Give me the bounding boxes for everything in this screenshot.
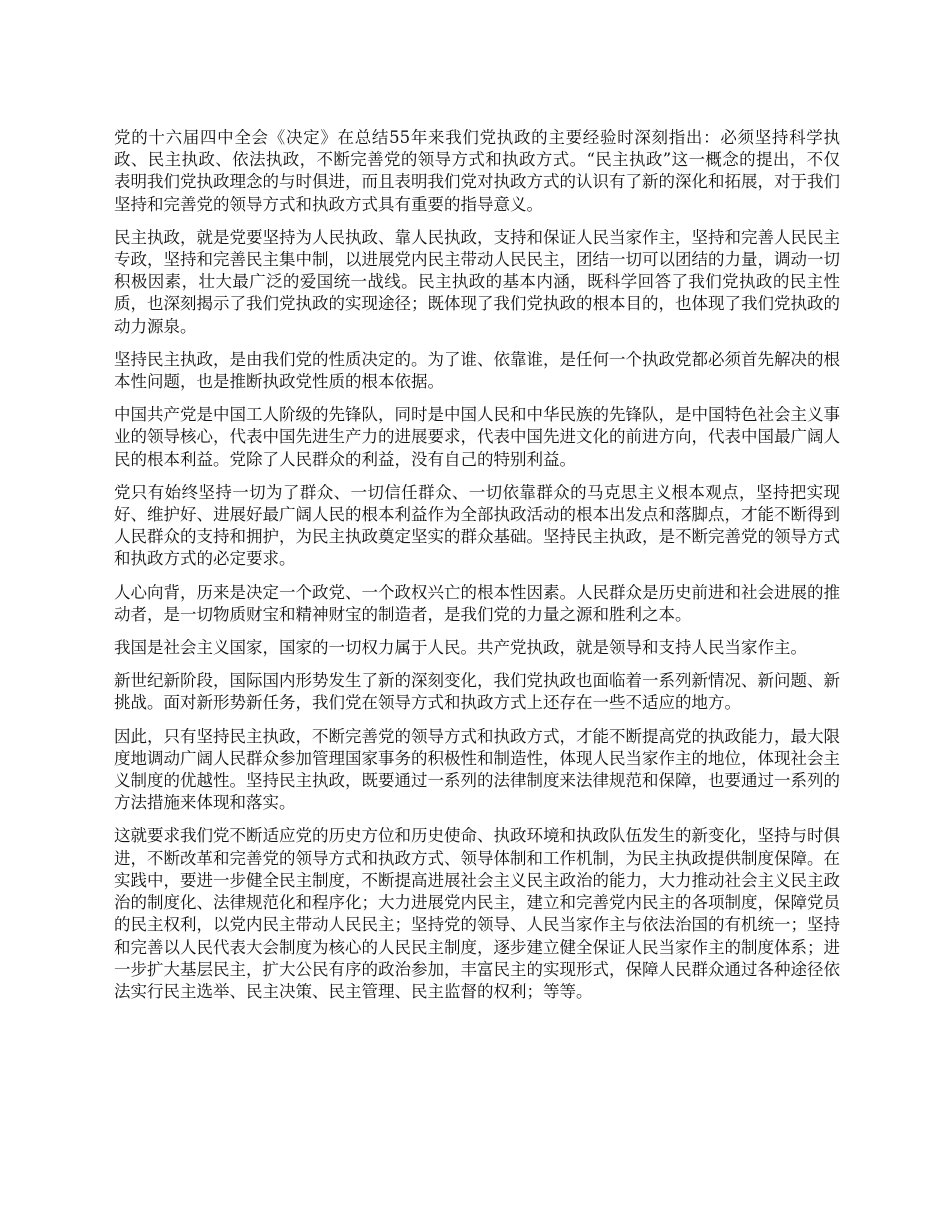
paragraph-1: 党的十六届四中全会《决定》在总结55年来我们党执政的主要经验时深刻指出：必须坚持科学执政、民主执政、依法执政，不断完善党的领导方式和执政方式。“民主执政”这一概念的提出，不仅表明我们党执政理念的与时俱进，而且表明我们党对执政方式的认识有了新的深化和拓展，对于我们坚持和完善党的领导方式和执政方式具有重要的指导意义。: [114, 128, 840, 214]
paragraph-10: 这就要求我们党不断适应党的历史方位和历史使命、执政环境和执政队伍发生的新变化，坚持与时俱进，不断改革和完善党的领导方式和执政方式、领导体制和工作机制，为民主执政提供制度保障。在实践中，要进一步健全民主制度，不断提高进展社会主义民主政治的能力，大力推动社会主义民主政治的制度化、法律规范化和程序化；大力进展党内民主，建立和完善党内民主的各项制度，保障党员的民主权利，以党内民主带动人民民主；坚持党的领导、人民当家作主与依法治国的有机统一；坚持和完善以人民代表大会制度为核心的人民民主制度，逐步建立健全保证人民当家作主的制度体系；进一步扩大基层民主，扩大公民有序的政治参加，丰富民主的实现形式，保障人民群众通过各种途径依法实行民主选举、民主决策、民主管理、民主监督的权利；等等。: [114, 826, 840, 1001]
paragraph-7: 我国是社会主义国家，国家的一切权力属于人民。共产党执政，就是领导和支持人民当家作主。: [114, 638, 807, 658]
paragraph-6: 人心向背，历来是决定一个政党、一个政权兴亡的根本性因素。人民群众是历史前进和社会进展的推动者，是一切物质财宝和精神财宝的制造者，是我们党的力量之源和胜利之本。: [114, 582, 840, 624]
document-page: [114, 127, 840, 1014]
paragraph-4: 中国共产党是中国工人阶级的先锋队，同时是中国人民和中华民族的先锋队，是中国特色社会主义事业的领导核心，代表中国先进生产力的进展要求，代表中国先进文化的前进方向，代表中国最广阔人民的根本利益。党除了人民群众的利益，没有自己的特别利益。: [114, 405, 840, 469]
paragraph-9: 因此，只有坚持民主执政，不断完善党的领导方式和执政方式，才能不断提高党的执政能力，最大限度地调动广阔人民群众参加管理国家事务的积极性和制造性，体现人民当家作主的地位，体现社会主义制度的优越性。坚持民主执政，既要通过一系列的法律制度来法律规范和保障，也要通过一系列的方法措施来体现和落实。: [114, 726, 840, 813]
paragraph-8: 新世纪新阶段，国际国内形势发生了新的深刻变化，我们党执政也面临着一系列新情况、新问题、新挑战。面对新形势新任务，我们党在领导方式和执政方式上还存在一些不适应的地方。: [114, 671, 840, 713]
paragraph-3: 坚持民主执政，是由我们党的性质决定的。为了谁、依靠谁，是任何一个执政党都必须首先解决的根本性问题，也是推断执政党性质的根本依据。: [114, 349, 840, 392]
paragraph-5: 党只有始终坚持一切为了群众、一切信任群众、一切依靠群众的马克思主义根本观点，坚持把实现好、维护好、进展好最广阔人民的根本利益作为全部执政活动的根本出发点和落脚点，才能不断得到人民群众的支持和拥护，为民主执政奠定坚实的群众基础。坚持民主执政，是不断完善党的领导方式和执政方式的必定要求。: [114, 482, 840, 569]
paragraph-2: 民主执政，就是党要坚持为人民执政、靠人民执政，支持和保证人民当家作主，坚持和完善人民民主专政，坚持和完善民主集中制，以进展党内民主带动人民民主，团结一切可以团结的力量，调动一切积极因素，壮大最广泛的爱国统一战线。民主执政的基本内涵，既科学回答了我们党执政的民主性质，也深刻揭示了我们党执政的实现途径；既体现了我们党执政的根本目的，也体现了我们党执政的动力源泉。: [114, 227, 840, 336]
